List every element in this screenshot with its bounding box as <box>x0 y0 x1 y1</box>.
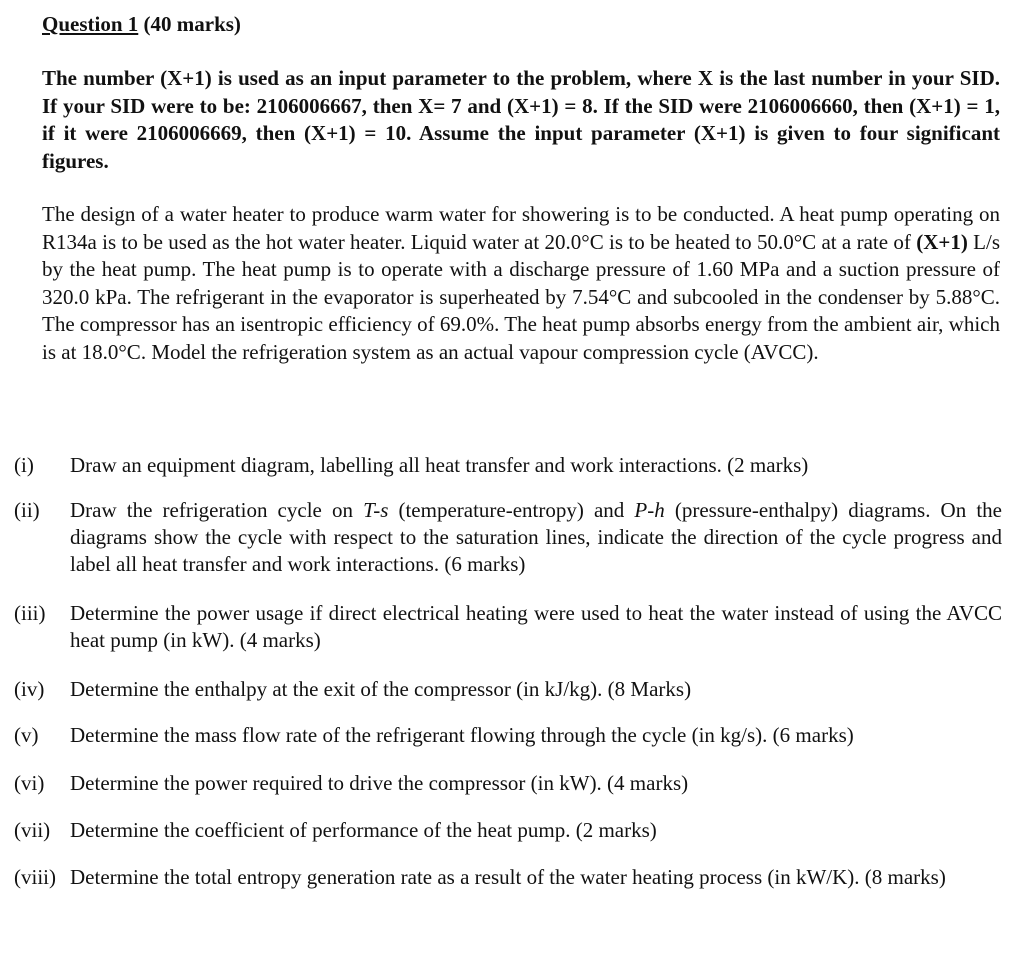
sub-question-vi <box>14 770 1002 797</box>
sub-question-iv <box>14 676 1002 703</box>
sub-question-number: (vi) <box>14 771 45 795</box>
sub-question-number: (iii) <box>14 601 46 625</box>
input-parameter-instructions: The number (X+1) is used as an input parameter to the problem, where X is the last number in your SID. If your SID were to be: 2106006667, then X= 7 and (X+1) = 8. If the SID were 2106006660, then (X+1) = 1, if it were 2106006669, then (X+1) = 10. Assume the input parameter (X+1) is given to four significant figures. <box>42 66 1000 173</box>
ph-diagram-symbol: P-h <box>634 498 665 522</box>
sub-question-text: Determine the total entropy generation rate as a result of the water heating process (in kW/K). (8 marks) <box>70 865 946 889</box>
sub-question-text-a: Draw the refrigeration cycle on <box>70 498 364 522</box>
sub-question-iii <box>14 600 1002 654</box>
sub-question-text: Determine the power required to drive the compressor (in kW). (4 marks) <box>70 771 689 795</box>
sub-question-number: (viii) <box>14 865 56 889</box>
sub-question-number: (ii) <box>14 498 40 522</box>
sub-question-number: (vii) <box>14 818 51 842</box>
sub-question-number: (i) <box>14 453 34 477</box>
question-label: Question 1 <box>42 12 139 36</box>
description-part-2: L/s by the heat pump. The heat pump is to operate with a discharge pressure of 1.60 MPa and a suction pressure of 320.0 kPa. The refrigerant in the evaporator is superheated by 7.54°C and subcooled in the condenser by 5.88°C. The compressor has an isentropic efficiency of 69.0%. The heat pump absorbs energy from the ambient air, which is at 18.0°C. Model the refrigeration system as an actual vapour compression cycle (AVCC). <box>42 229 1000 364</box>
sub-question-text: Determine the mass flow rate of the refrigerant flowing through the cycle (in kg/s). (6 marks) <box>70 723 854 747</box>
sub-question-text: Determine the coefficient of performance of the heat pump. (2 marks) <box>70 818 657 842</box>
ts-diagram-symbol: T-s <box>363 498 389 522</box>
sub-question-text-b: (temperature-entropy) and <box>388 498 635 522</box>
sub-question-i <box>14 452 1002 479</box>
sub-question-number: (iv) <box>14 677 45 701</box>
flow-rate-parameter: (X+1) <box>916 229 968 254</box>
sub-question-text: Determine the enthalpy at the exit of the compressor (in kJ/kg). (8 Marks) <box>70 677 692 701</box>
description-part-1: The design of a water heater to produce warm water for showering is to be conducted. A heat pump operating on R134a is to be used as the hot water heater. Liquid water at 20.0°C is to be heated to 50.0°C at a rate of <box>42 202 1000 254</box>
sub-question-number: (v) <box>14 723 39 747</box>
sub-question-viii <box>14 864 1002 891</box>
sub-question-ii <box>14 497 1002 578</box>
sub-question-v <box>14 722 1002 749</box>
sub-question-text: Draw an equipment diagram, labelling all heat transfer and work interactions. (2 marks) <box>70 453 809 477</box>
sub-question-text <box>70 497 1002 578</box>
question-heading <box>42 10 241 38</box>
sub-question-vii <box>14 817 1002 844</box>
sub-question-text: Determine the power usage if direct electrical heating were used to heat the water instead of using the AVCC heat pump (in kW). (4 marks) <box>70 601 1002 652</box>
question-total-marks: (40 marks) <box>138 12 241 36</box>
sub-question-text-c: (pressure-enthalpy) diagrams. On the diagrams show the cycle with respect to the saturation lines, indicate the direction of the cycle progress and label all heat transfer and work interactions. (6 marks) <box>70 498 1002 576</box>
problem-description <box>42 201 1000 367</box>
